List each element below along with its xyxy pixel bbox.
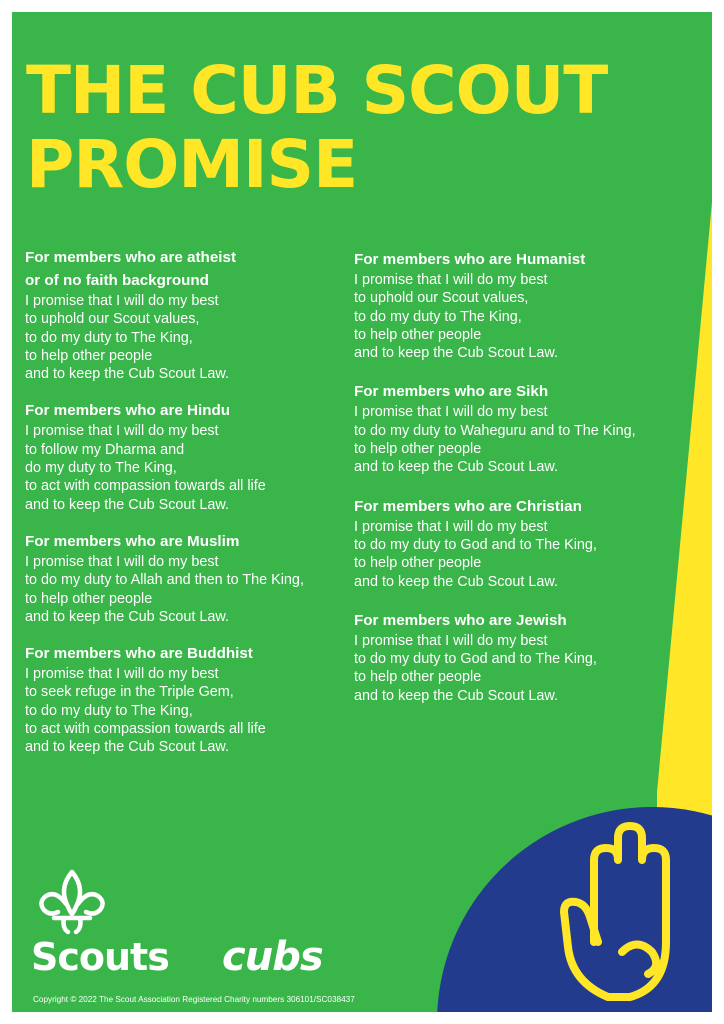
promise-line: to help other people <box>354 326 482 343</box>
promise-section-humanist <box>354 248 684 362</box>
promise-line: I promise that I will do my best <box>25 553 219 570</box>
section-heading: For members who are Muslim <box>25 532 240 550</box>
promise-line: and to keep the Cub Scout Law. <box>354 573 559 590</box>
promise-line: do my duty to The King, <box>25 460 177 477</box>
promise-line: I promise that I will do my best <box>25 423 219 440</box>
section-heading: For members who are atheist or of no faith background <box>25 249 237 289</box>
promise-line: to do my duty to The King, <box>25 329 193 346</box>
promise-line: to act with compassion towards all life <box>25 478 266 495</box>
promise-poster <box>12 12 712 1012</box>
section-heading: For members who are Humanist <box>354 251 586 268</box>
promise-line: to do my duty to Allah and then to The King, <box>25 572 304 589</box>
promise-line: to help other people <box>25 590 153 607</box>
cubs-logo: cubs <box>222 934 323 980</box>
promise-section-atheist <box>25 246 355 383</box>
promise-line: I promise that I will do my best <box>354 272 548 288</box>
promise-line: to do my duty to The King, <box>25 702 193 719</box>
scouts-logo: Scouts <box>31 935 169 979</box>
left-column <box>25 246 355 757</box>
promise-section-hindu <box>25 399 355 513</box>
title-line-2: PROMISE <box>26 126 358 203</box>
section-heading: For members who are Buddhist <box>25 645 253 663</box>
promise-line: I promise that I will do my best <box>354 632 548 649</box>
promise-line: and to keep the Cub Scout Law. <box>25 739 230 756</box>
promise-line: to act with compassion towards all life <box>25 721 266 738</box>
promise-line: to help other people <box>354 555 482 572</box>
promise-line: to do my duty to God and to The King, <box>354 651 597 668</box>
promise-line: to do my duty to Waheguru and to The King, <box>354 422 636 439</box>
promise-line: I promise that I will do my best <box>354 518 548 535</box>
section-heading: For members who are Sikh <box>354 383 549 401</box>
section-heading: For members who are Christian <box>354 497 582 515</box>
section-heading: For members who are Jewish <box>354 611 567 629</box>
promise-line: I promise that I will do my best <box>354 404 548 421</box>
copyright-footer: Copyright © 2022 The Scout Association Registered Charity numbers 306101/SC038437 <box>33 995 355 1004</box>
promise-line: I promise that I will do my best <box>25 666 219 683</box>
promise-line: to uphold our Scout values, <box>25 311 200 328</box>
right-column <box>354 248 684 705</box>
section-heading: For members who are Hindu <box>25 402 231 420</box>
promise-line: and to keep the Cub Scout Law. <box>354 459 559 476</box>
promise-section-sikh <box>354 380 684 476</box>
fleur-de-lis-icon <box>32 868 112 938</box>
promise-line: and to keep the Cub Scout Law. <box>354 345 559 362</box>
promise-section-muslim <box>25 530 355 626</box>
promise-line: to uphold our Scout values, <box>354 290 529 307</box>
promise-line: and to keep the Cub Scout Law. <box>354 687 559 704</box>
promise-line: to do my duty to The King, <box>354 308 522 325</box>
promise-line: and to keep the Cub Scout Law. <box>25 366 230 383</box>
promise-line: and to keep the Cub Scout Law. <box>25 496 230 513</box>
promise-line: to do my duty to God and to The King, <box>354 536 597 553</box>
promise-line: and to keep the Cub Scout Law. <box>25 608 230 625</box>
promise-line: to help other people <box>354 669 482 686</box>
title-line-1: THE CUB SCOUT <box>26 52 608 129</box>
page-title <box>26 54 607 202</box>
promise-line: to help other people <box>354 441 482 458</box>
promise-line: to help other people <box>25 347 153 364</box>
promise-section-jewish <box>354 609 684 705</box>
promise-line: to follow my Dharma and <box>25 441 185 458</box>
promise-line: I promise that I will do my best <box>25 293 219 309</box>
promise-section-buddhist <box>25 642 355 756</box>
promise-line: to seek refuge in the Triple Gem, <box>25 684 234 701</box>
promise-section-christian <box>354 495 684 591</box>
